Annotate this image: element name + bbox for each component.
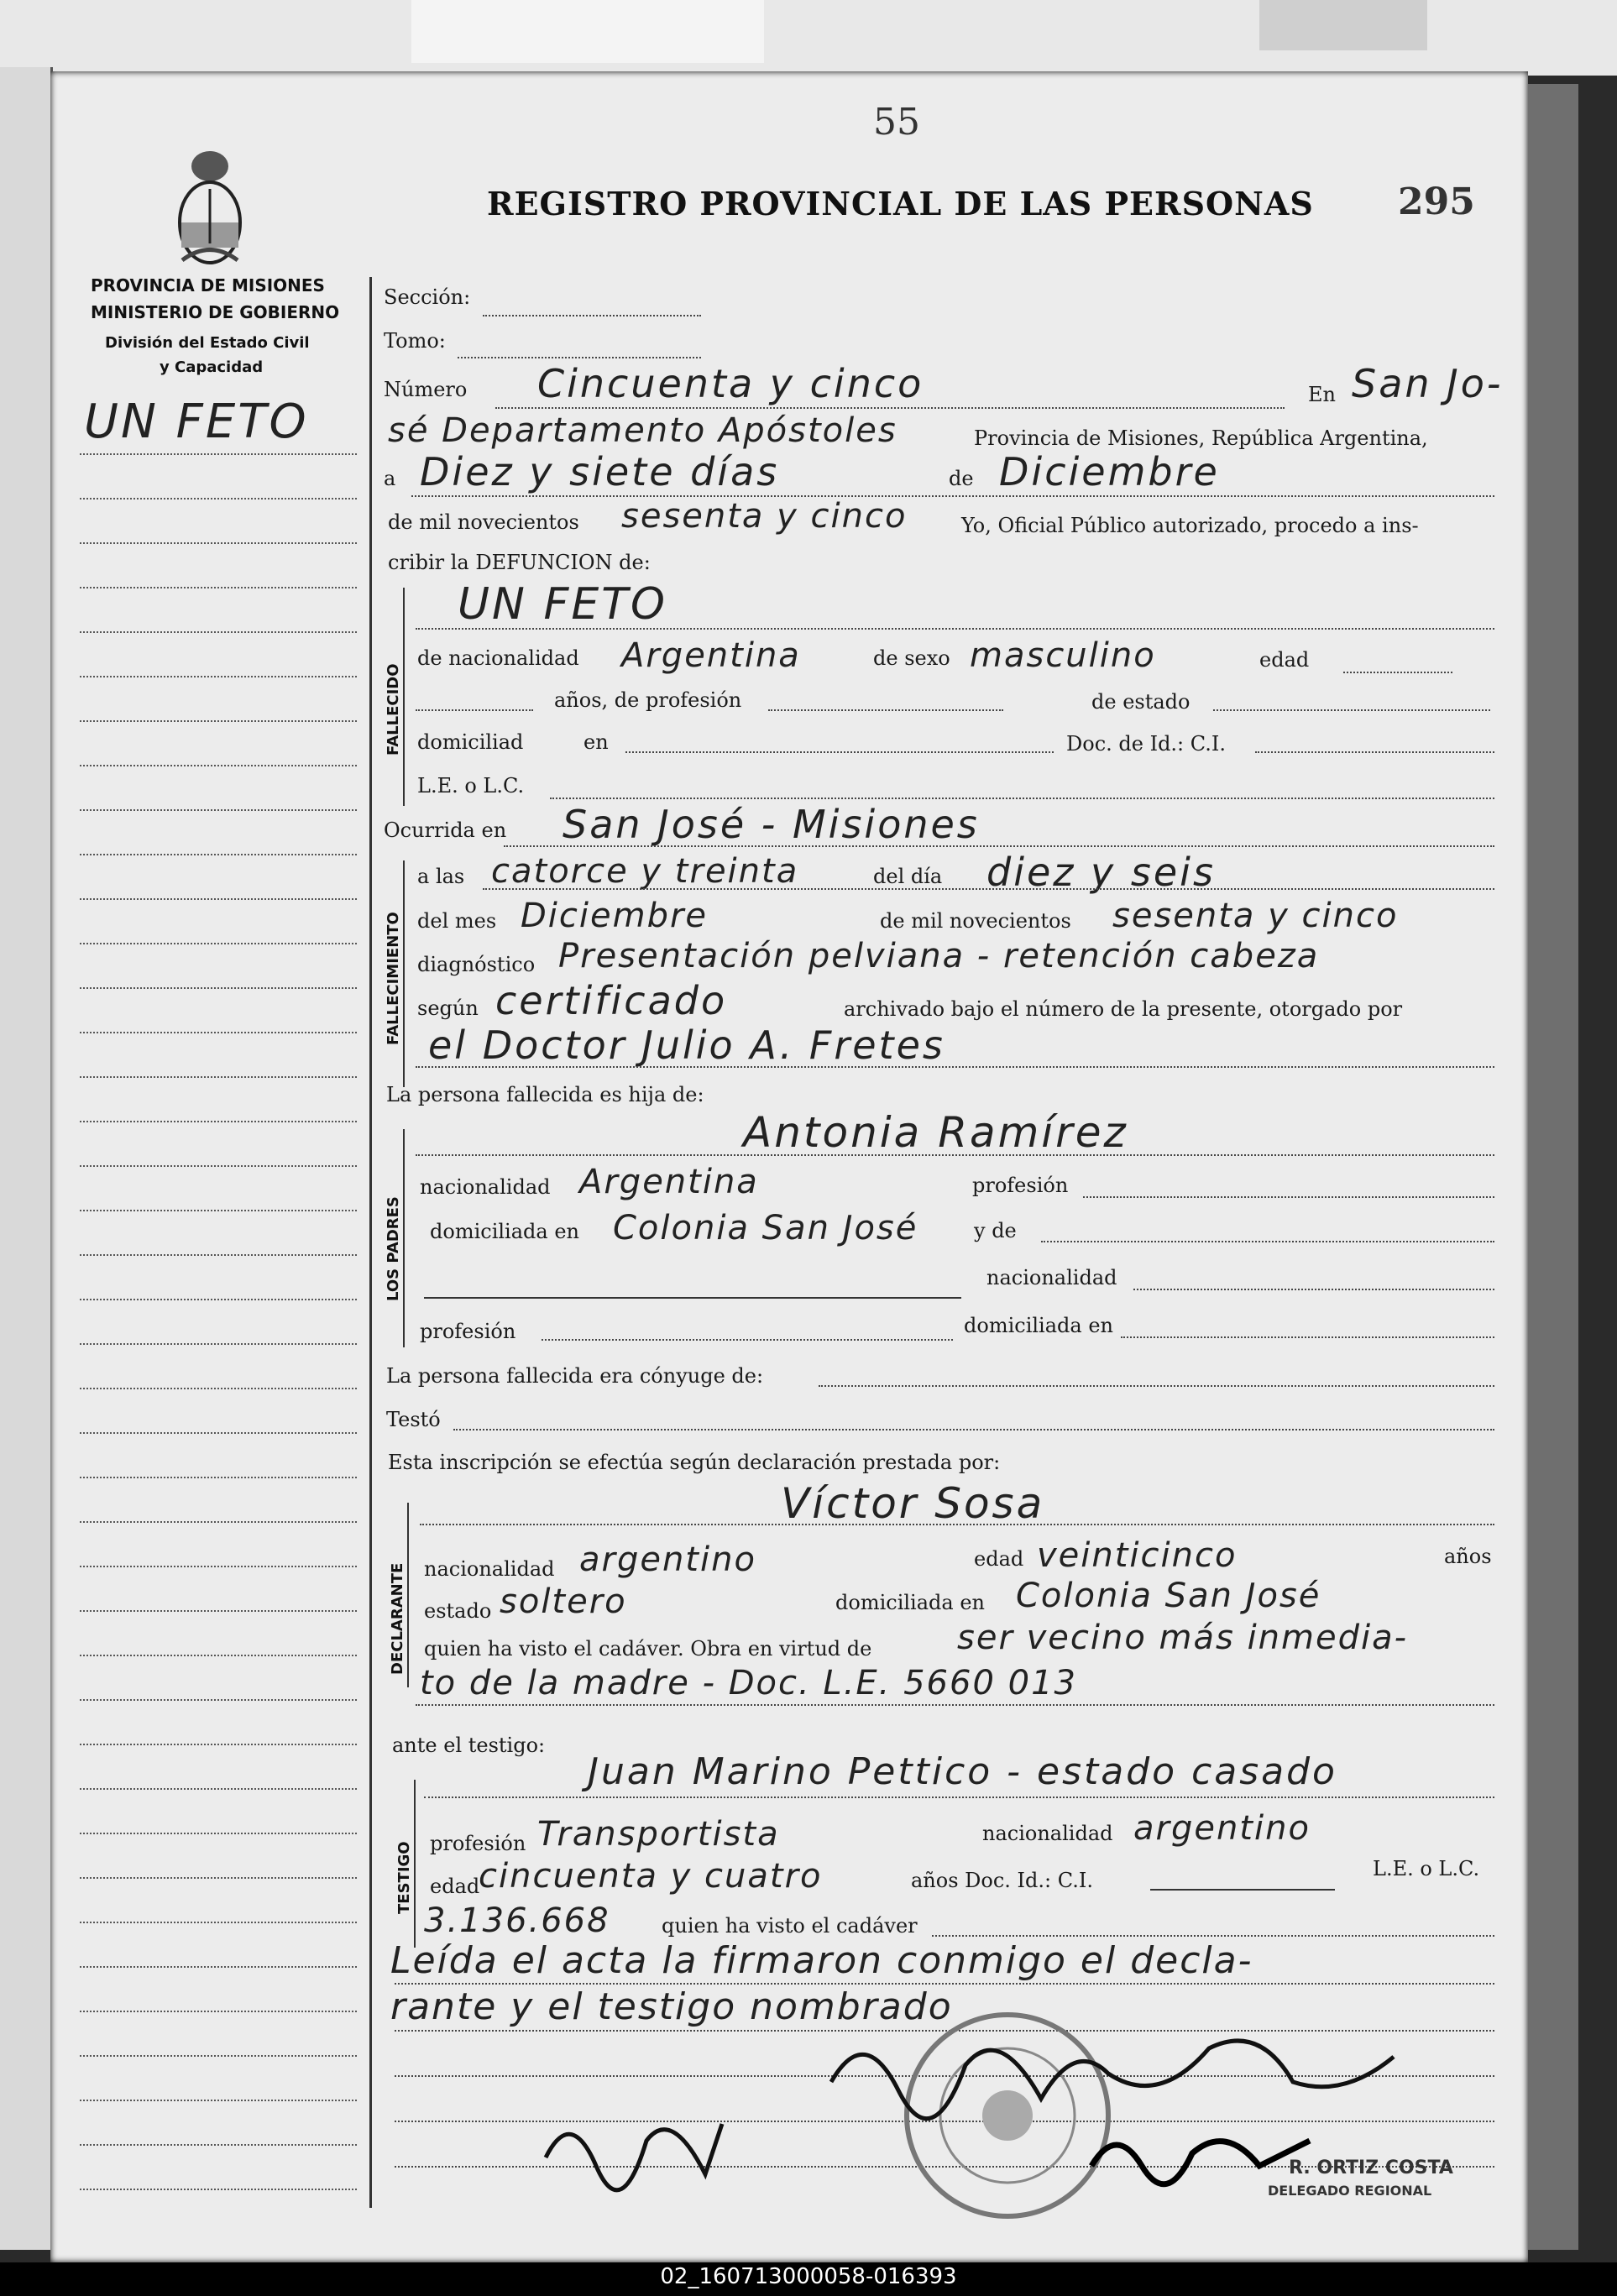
testigo-edad-label: edad bbox=[430, 1875, 480, 1898]
official-title: DELEGADO REGIONAL bbox=[1268, 2183, 1432, 2199]
declarante-nacionalidad-value: argentino bbox=[579, 1540, 756, 1579]
padres-nacionalidad-label: nacionalidad bbox=[420, 1175, 551, 1199]
fallecido-domicilio-field bbox=[625, 751, 1054, 753]
margin-rule-line bbox=[80, 1165, 357, 1167]
testigo-nacionalidad-value: argentino bbox=[1133, 1809, 1311, 1848]
testigo-nacionalidad-label: nacionalidad bbox=[982, 1822, 1113, 1845]
declarante-edad-value: veinticinco bbox=[1037, 1536, 1238, 1575]
fallecimiento-bar bbox=[403, 860, 405, 1087]
margin-rule-line bbox=[80, 1521, 357, 1523]
margin-rule-line bbox=[80, 542, 357, 544]
en-label: En bbox=[1308, 383, 1336, 406]
background-card bbox=[1259, 0, 1427, 50]
year-value: sesenta y cinco bbox=[621, 497, 908, 536]
testigo-quien-text: quien ha visto el cadáver bbox=[662, 1914, 918, 1938]
declarante-section-label: DECLARANTE bbox=[389, 1562, 406, 1675]
division-label: División del Estado Civil bbox=[105, 334, 310, 352]
del-dia-label: del día bbox=[873, 865, 943, 888]
testigo-section-label: TESTIGO bbox=[395, 1841, 413, 1914]
fallecido-profesion-field bbox=[768, 709, 1003, 711]
testigo-profesion-label: profesión bbox=[430, 1832, 526, 1855]
margin-rule-line bbox=[80, 1833, 357, 1834]
margin-rule-line bbox=[80, 2144, 357, 2146]
coat-of-arms-icon bbox=[172, 143, 248, 269]
book-cover-edge bbox=[1520, 84, 1578, 2250]
hora-field bbox=[483, 888, 1494, 890]
margin-rule-line bbox=[80, 1922, 357, 1923]
margin-rule-line bbox=[80, 1076, 357, 1078]
margin-rule-line bbox=[80, 1343, 357, 1345]
fallecimiento-section-label: FALLECIMIENTO bbox=[385, 912, 402, 1045]
margin-rule-line bbox=[80, 453, 357, 455]
numero-value: Cincuenta y cinco bbox=[537, 361, 924, 406]
margin-rule-line bbox=[80, 1032, 357, 1033]
testigo-doc-value: 3.136.668 bbox=[424, 1901, 610, 1940]
a-label: a bbox=[384, 467, 396, 490]
margin-rule-line bbox=[80, 854, 357, 855]
signature-testigo-icon bbox=[823, 2006, 1410, 2124]
fallecido-name: UN FETO bbox=[458, 579, 667, 630]
diagnostico-label: diagnóstico bbox=[417, 953, 536, 976]
padres-domiciliada-value: Colonia San José bbox=[613, 1209, 918, 1247]
year-prefix: de mil novecientos bbox=[388, 510, 579, 534]
declarante-domiciliada-label: domiciliada en bbox=[835, 1591, 985, 1614]
margin-divider bbox=[369, 277, 372, 2208]
signature-declarante-icon bbox=[537, 2074, 730, 2208]
testigo-edad-value: cincuenta y cuatro bbox=[479, 1857, 823, 1896]
padres-profesion-field bbox=[1083, 1196, 1494, 1198]
margin-rule-line bbox=[80, 943, 357, 944]
place-value: sé Departamento Apóstoles bbox=[388, 411, 897, 450]
official-name: R. ORTIZ COSTA bbox=[1289, 2157, 1453, 2178]
seccion-label: Sección: bbox=[384, 285, 471, 309]
margin-rule-line bbox=[80, 898, 357, 900]
fallecido-nacionalidad-label: de nacionalidad bbox=[417, 646, 579, 670]
fallecido-estado-field bbox=[1213, 709, 1490, 711]
padre-name-field bbox=[424, 1297, 961, 1299]
margin-rule-line bbox=[80, 1566, 357, 1567]
testigo-intro: ante el testigo: bbox=[392, 1734, 546, 1757]
margin-rule-line bbox=[80, 587, 357, 588]
a-las-label: a las bbox=[417, 865, 465, 888]
fallecido-le-label: L.E. o L.C. bbox=[417, 774, 525, 798]
padres-nacionalidad-value: Argentina bbox=[579, 1163, 759, 1201]
inscribir-text: cribir la DEFUNCION de: bbox=[388, 551, 651, 574]
margin-rule-line bbox=[80, 498, 357, 499]
diagnostico-value: Presentación pelviana - retención cabeza bbox=[558, 937, 1320, 975]
record-number: 295 bbox=[1398, 180, 1475, 223]
conyuge-label: La persona fallecida era cónyuge de: bbox=[386, 1364, 764, 1388]
doctor-field bbox=[416, 1066, 1494, 1068]
padres-domiciliada-label: domiciliada en bbox=[430, 1220, 579, 1243]
margin-rule-line bbox=[80, 1210, 357, 1211]
padres-nacionalidad2-field bbox=[1133, 1289, 1494, 1290]
padres-profesion2-field bbox=[542, 1339, 953, 1341]
del-mes-label: del mes bbox=[417, 909, 497, 933]
margin-rule-line bbox=[80, 1877, 357, 1879]
margin-rule-line bbox=[80, 809, 357, 811]
testigo-ci-field bbox=[1150, 1889, 1335, 1891]
madre-field bbox=[416, 1154, 1494, 1156]
testigo-profesion-value: Transportista bbox=[537, 1815, 780, 1854]
conyuge-field bbox=[819, 1385, 1494, 1387]
declarante-edad-label: edad bbox=[974, 1547, 1024, 1571]
inscripcion-label: Esta inscripción se efectúa según declaración prestada por: bbox=[388, 1451, 1001, 1474]
fallecido-sexo-value: masculino bbox=[970, 636, 1156, 675]
padres-profesion-label: profesión bbox=[972, 1174, 1069, 1197]
margin-rule-line bbox=[80, 2100, 357, 2101]
fallecido-anios-field bbox=[416, 709, 533, 711]
margin-rule-line bbox=[80, 1744, 357, 1745]
declarante-estado-label: estado bbox=[424, 1599, 492, 1623]
testigo-name: Juan Marino Pettico - estado casado bbox=[588, 1750, 1337, 1793]
margin-rule-line bbox=[80, 2011, 357, 2012]
fallecido-sexo-label: de sexo bbox=[873, 646, 950, 670]
declarante-anios-label: años bbox=[1444, 1545, 1492, 1568]
padre-field bbox=[1041, 1241, 1494, 1242]
seccion-field bbox=[483, 315, 701, 316]
fallecido-en-label: en bbox=[583, 730, 609, 754]
testigo-le-label: L.E. o L.C. bbox=[1373, 1857, 1480, 1880]
testo-label: Testó bbox=[386, 1408, 441, 1431]
margin-rule-line bbox=[80, 676, 357, 677]
declarante-obra-field bbox=[416, 1704, 1494, 1706]
de-label: de bbox=[949, 467, 974, 490]
fallecido-name-field bbox=[416, 628, 1494, 630]
margin-rule-line bbox=[80, 1610, 357, 1612]
en-value: San Jo- bbox=[1352, 361, 1504, 406]
fallecido-estado-label: de estado bbox=[1091, 690, 1191, 714]
province-text: Provincia de Misiones, República Argentina, bbox=[974, 426, 1428, 450]
fallecido-doc-field bbox=[1255, 751, 1494, 753]
padres-profesion2-label: profesión bbox=[420, 1320, 516, 1343]
fallecido-le-field bbox=[550, 798, 1494, 799]
padres-bar bbox=[403, 1129, 405, 1347]
declarante-quien-text: quien ha visto el cadáver. Obra en virtud de bbox=[424, 1637, 872, 1661]
padres-nacionalidad2-label: nacionalidad bbox=[986, 1266, 1117, 1289]
declarante-name: Víctor Sosa bbox=[781, 1479, 1045, 1528]
ocurrida-field bbox=[504, 845, 1494, 847]
testigo-name-field bbox=[424, 1797, 1494, 1798]
doctor-value: el Doctor Julio A. Fretes bbox=[428, 1022, 945, 1068]
margin-note: UN FETO bbox=[84, 395, 309, 449]
margin-rule-line bbox=[80, 631, 357, 633]
testigo-bar bbox=[414, 1780, 416, 1948]
numero-field bbox=[495, 407, 1285, 409]
closing-line-1: Leída el acta la firmaron conmigo el decla- bbox=[390, 1939, 1253, 1982]
segun-value: certificado bbox=[495, 978, 728, 1023]
fallecido-nacionalidad-value: Argentina bbox=[621, 636, 801, 675]
declarante-name-field bbox=[420, 1524, 1494, 1525]
oficial-text: Yo, Oficial Público autorizado, procedo a ins- bbox=[961, 514, 1419, 537]
mes-value: Diciembre bbox=[521, 897, 709, 935]
month-value: Diciembre bbox=[999, 449, 1220, 494]
testo-field bbox=[453, 1429, 1494, 1430]
file-id: 02_160713000058-016393 bbox=[660, 2264, 957, 2289]
anio-value: sesenta y cinco bbox=[1112, 897, 1399, 935]
date-field bbox=[411, 495, 1494, 497]
padres-y-de-label: y de bbox=[974, 1219, 1017, 1242]
margin-rule-line bbox=[80, 1966, 357, 1968]
tomo-field bbox=[458, 357, 701, 358]
fallecido-bar bbox=[403, 588, 405, 806]
margin-rule-line bbox=[80, 1699, 357, 1701]
padres-domiciliada2-field bbox=[1121, 1336, 1494, 1338]
signature-official-icon bbox=[1083, 2116, 1318, 2191]
ocurrida-label: Ocurrida en bbox=[384, 819, 507, 842]
padres-domiciliada2-label: domiciliada en bbox=[964, 1314, 1113, 1337]
ministry-label: MINISTERIO DE GOBIERNO bbox=[91, 302, 340, 322]
declarante-estado-value: soltero bbox=[500, 1582, 627, 1621]
testigo-quien-field bbox=[932, 1935, 1494, 1937]
numero-label: Número bbox=[384, 378, 468, 401]
declarante-obra-value: ser vecino más inmedia- bbox=[957, 1619, 1409, 1657]
declarante-bar bbox=[407, 1503, 409, 1687]
madre-value: Antonia Ramírez bbox=[743, 1108, 1128, 1157]
anio-prefix: de mil novecientos bbox=[880, 909, 1071, 933]
page-number: 55 bbox=[873, 101, 920, 144]
margin-rule-line bbox=[80, 1121, 357, 1122]
padres-intro: La persona fallecida es hija de: bbox=[386, 1083, 704, 1106]
fallecido-domiciliad-label: domiciliad bbox=[417, 730, 524, 754]
book-spine bbox=[0, 67, 53, 2250]
padres-section-label: LOS PADRES bbox=[385, 1196, 402, 1301]
margin-rule-line bbox=[80, 1477, 357, 1478]
testigo-anios-doc-label: años Doc. Id.: C.I. bbox=[911, 1869, 1093, 1892]
margin-rule-line bbox=[80, 765, 357, 766]
fallecido-edad-label: edad bbox=[1259, 648, 1310, 672]
archivado-text: archivado bajo el número de la presente, otorgado por bbox=[844, 997, 1403, 1021]
margin-rule-line bbox=[80, 1254, 357, 1256]
declarante-nacionalidad-label: nacionalidad bbox=[424, 1557, 555, 1581]
margin-rule-line bbox=[80, 2055, 357, 2057]
margin-rule-line bbox=[80, 1432, 357, 1434]
fallecido-edad-field bbox=[1343, 672, 1452, 673]
segun-label: según bbox=[417, 996, 479, 1020]
margin-rule-line bbox=[80, 2189, 357, 2190]
dia-value: diez y seis bbox=[986, 850, 1216, 895]
margin-rule-line bbox=[80, 1788, 357, 1790]
closing-field-1 bbox=[395, 1983, 1494, 1985]
fallecido-doc-label: Doc. de Id.: C.I. bbox=[1066, 732, 1227, 756]
margin-rule-line bbox=[80, 1388, 357, 1389]
tomo-label: Tomo: bbox=[384, 329, 446, 353]
fallecido-section-label: FALLECIDO bbox=[385, 663, 402, 756]
declarante-obra-value-2: to de la madre - Doc. L.E. 5660 013 bbox=[420, 1664, 1077, 1702]
margin-rule-line bbox=[80, 987, 357, 989]
background-card bbox=[411, 0, 764, 63]
fallecido-anios-label: años, de profesión bbox=[554, 688, 742, 712]
declarante-domiciliada-value: Colonia San José bbox=[1016, 1577, 1321, 1615]
background-top bbox=[0, 0, 1617, 76]
margin-rule-line bbox=[80, 720, 357, 722]
margin-rule-line bbox=[80, 1299, 357, 1300]
ocurrida-value: San José - Misiones bbox=[563, 802, 980, 847]
margin-rule-line bbox=[80, 1655, 357, 1656]
page-title: REGISTRO PROVINCIAL DE LAS PERSONAS bbox=[487, 185, 1314, 222]
hora-value: catorce y treinta bbox=[491, 852, 799, 891]
closing-line-2: rante y el testigo nombrado bbox=[390, 1985, 953, 2028]
province-label: PROVINCIA DE MISIONES bbox=[91, 275, 325, 295]
day-value: Diez y siete días bbox=[420, 449, 780, 494]
division-label-2: y Capacidad bbox=[160, 358, 264, 376]
